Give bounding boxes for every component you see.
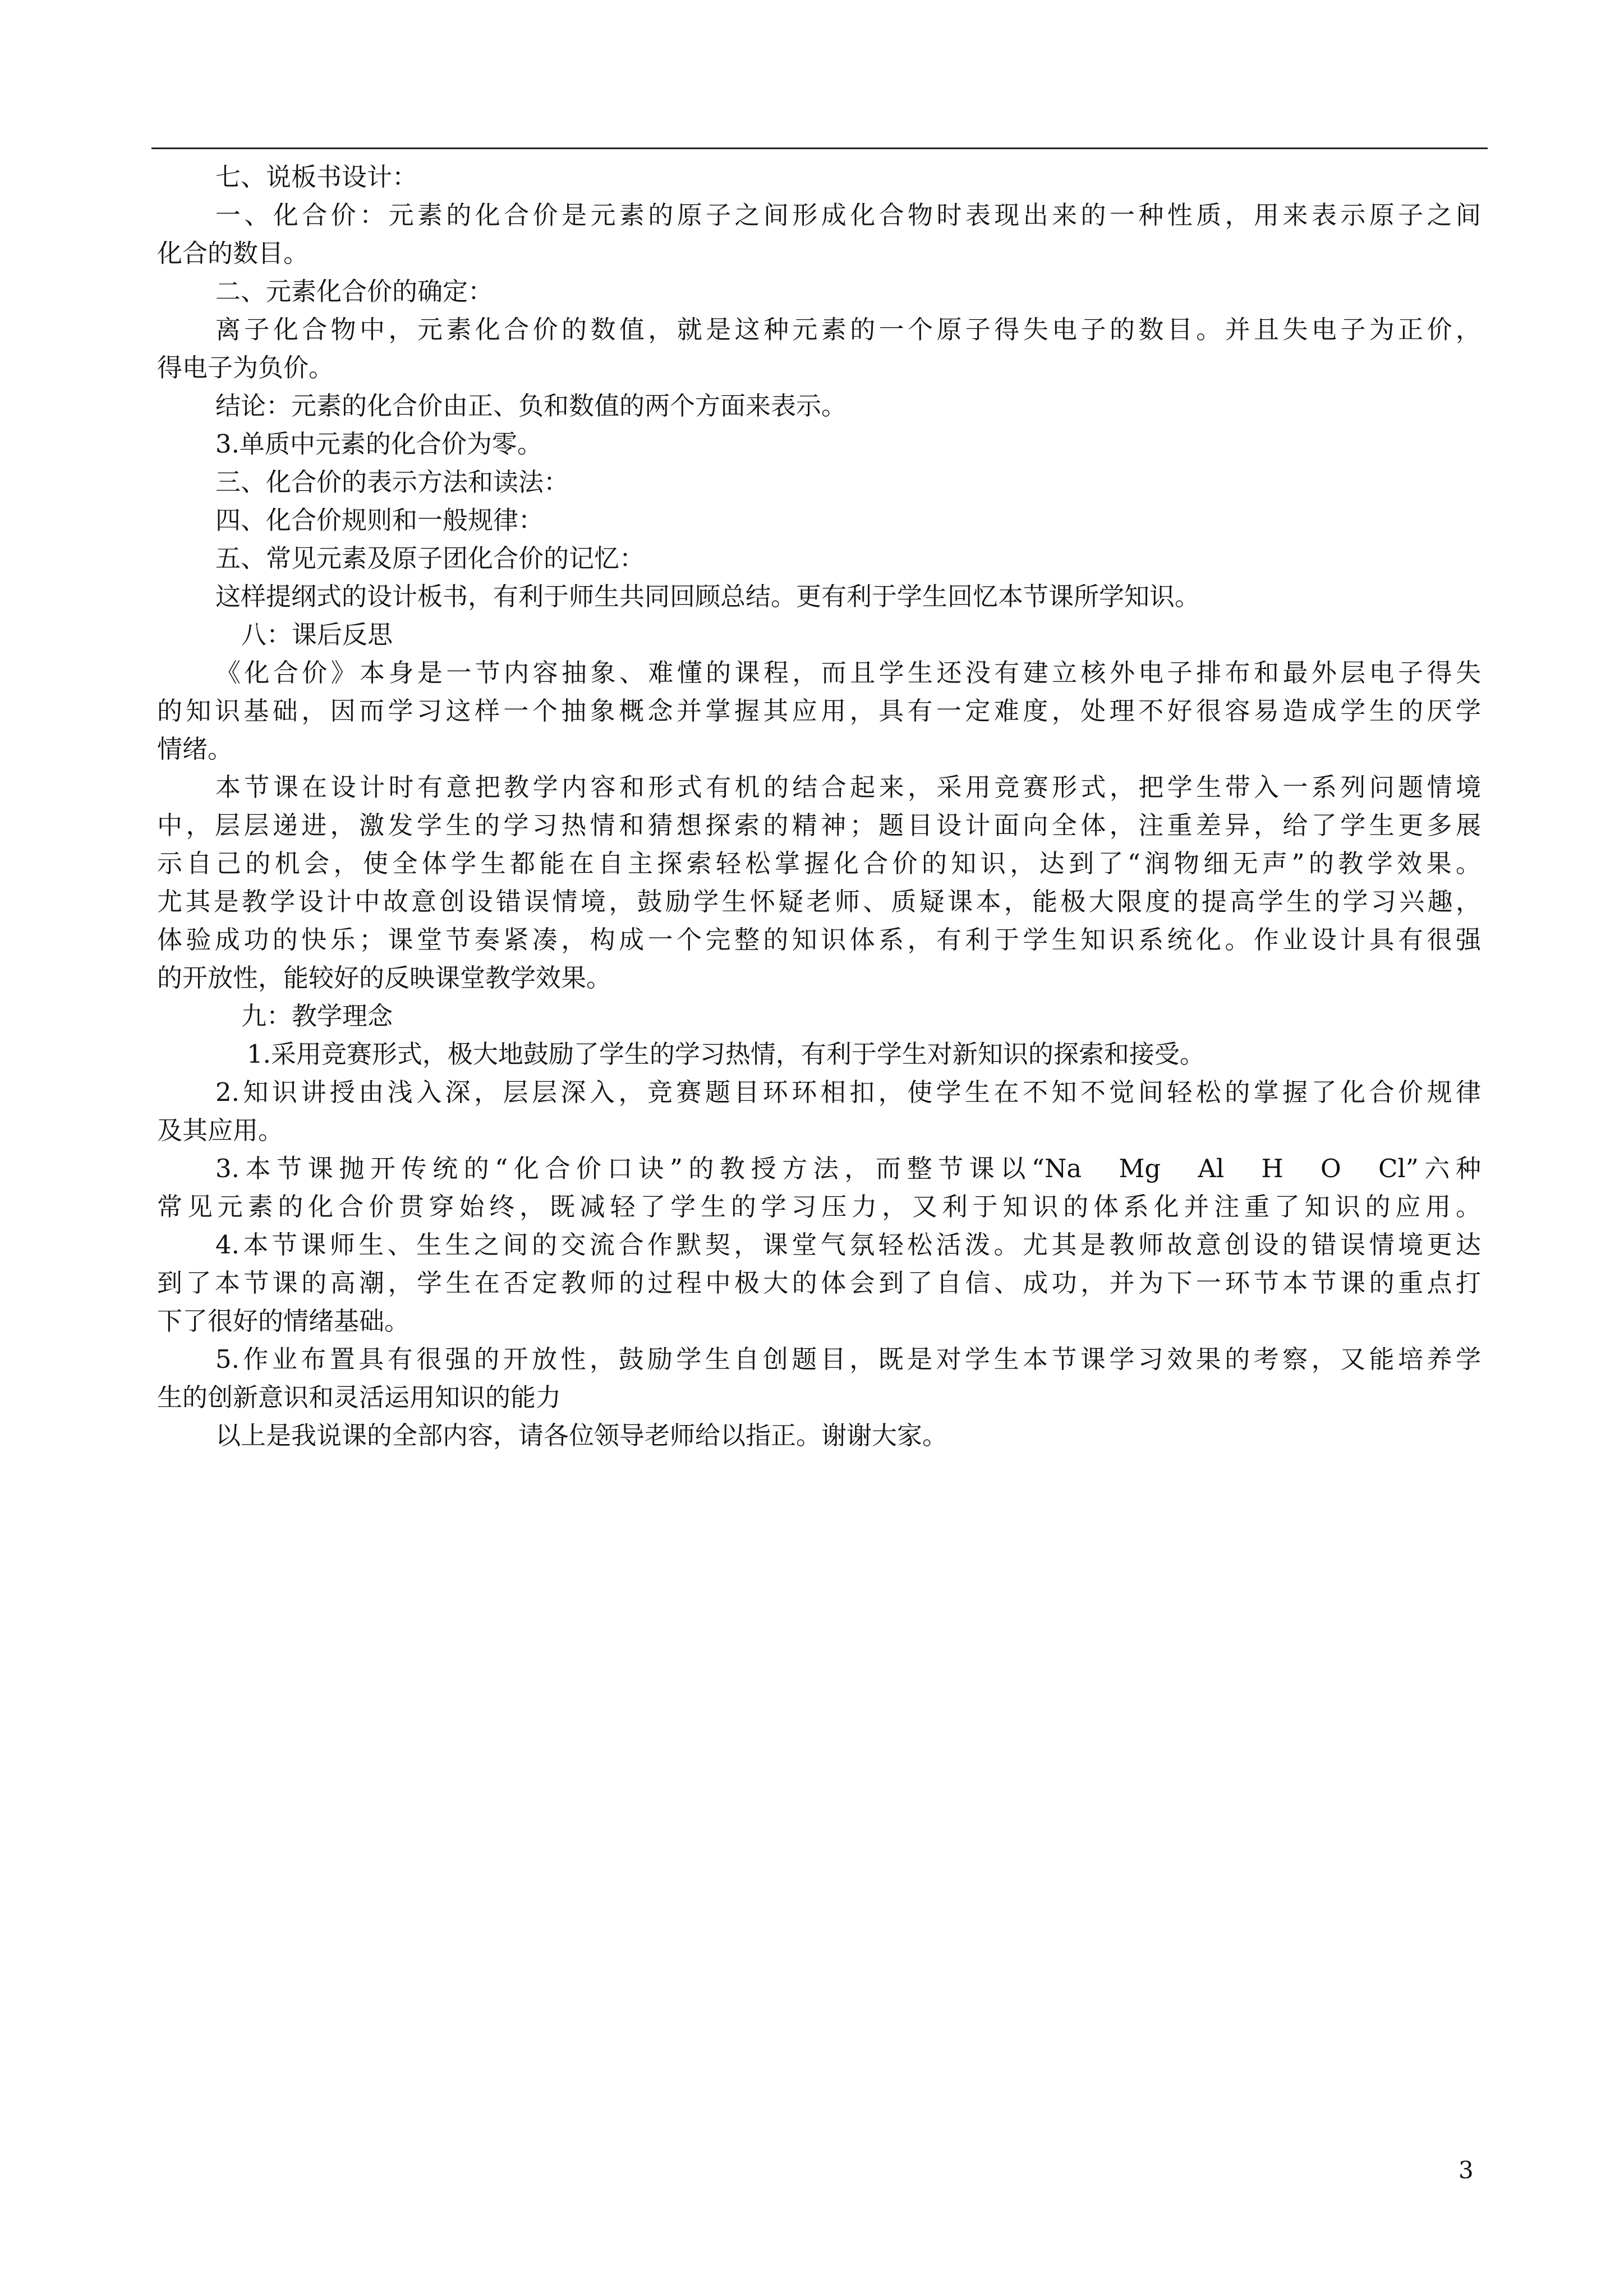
paragraph-line: 3.本节课抛开传统的“化合价口诀”的教授方法，而整节课以“Na Mg Al H O Cl”六种 [215,1154,1481,1183]
section-heading-board-design: 七、说板书设计： [215,162,418,192]
paragraph-line: 到了本节课的高潮，学生在否定教师的过程中极大的体会到了自信、成功，并为下一环节本节课的重点打 [157,1268,1481,1298]
paragraph-line: 体验成功的快乐；课堂节奏紧凑，构成一个完整的知识体系，有利于学生知识系统化。作业设计具有很强 [157,925,1481,955]
paragraph-line: 常见元素的化合价贯穿始终，既减轻了学生的学习压力，又利于知识的体系化并注重了知识的应用。 [157,1192,1481,1221]
header-rule [151,147,1488,149]
paragraph-line: 本节课在设计时有意把教学内容和形式有机的结合起来，采用竞赛形式，把学生带入一系列问题情境 [215,772,1481,802]
paragraph-line: 情绪。 [157,734,233,764]
paragraph-line: 《化合价》本身是一节内容抽象、难懂的课程，而且学生还没有建立核外电子排布和最外层电子得失 [215,658,1481,688]
paragraph-line: 2.知识讲授由浅入深，层层深入，竞赛题目环环相扣，使学生在不知不觉间轻松的掌握了化合价规律 [215,1077,1481,1107]
paragraph-line: 5.作业布置具有很强的开放性，鼓励学生自创题目，既是对学生本节课学习效果的考察，又能培养学 [215,1344,1481,1374]
paragraph-line: 及其应用。 [157,1115,284,1145]
paragraph-line: 尤其是教学设计中故意创设错误情境，鼓励学生怀疑老师、质疑课本，能极大限度的提高学生的学习兴趣， [157,887,1481,916]
paragraph-line: 三、化合价的表示方法和读法： [215,467,569,497]
paragraph-line: 1.采用竞赛形式，极大地鼓励了学生的学习热情，有利于学生对新知识的探索和接受。 [247,1039,1205,1069]
section-heading-reflection: 八：课后反思 [241,620,393,649]
paragraph-line: 结论：元素的化合价由正、负和数值的两个方面来表示。 [215,391,847,421]
paragraph-line: 四、化合价规则和一般规律： [215,505,544,535]
paragraph-line: 五、常见元素及原子团化合价的记忆： [215,543,645,573]
paragraph-line: 中，层层递进，激发学生的学习热情和猜想探索的精神；题目设计面向全体，注重差异，给了学生更多展 [157,810,1481,840]
paragraph-line: 生的创新意识和灵活运用知识的能力 [157,1382,562,1412]
section-heading-teaching-philosophy: 九：教学理念 [241,1001,393,1031]
paragraph-line: 离子化合物中，元素化合价的数值，就是这种元素的一个原子得失电子的数目。并且失电子为正价， [215,315,1481,344]
paragraph-line: 3.单质中元素的化合价为零。 [215,429,542,459]
paragraph-line: 的知识基础，因而学习这样一个抽象概念并掌握其应用，具有一定难度，处理不好很容易造成学生的厌学 [157,696,1481,726]
paragraph-line: 得电子为负价。 [157,353,334,382]
paragraph-line: 的开放性，能较好的反映课堂教学效果。 [157,963,612,993]
paragraph-line: 4.本节课师生、生生之间的交流合作默契，课堂气氛轻松活泼。尤其是教师故意创设的错误情境更达 [215,1230,1481,1260]
document-body [157,158,1481,1455]
paragraph-line: 化合的数目。 [157,238,309,268]
paragraph-line: 示自己的机会，使全体学生都能在自主探索轻松掌握化合价的知识，达到了“润物细无声”的教学效果。 [157,849,1481,878]
paragraph-line: 一、化合价：元素的化合价是元素的原子之间形成化合物时表现出来的一种性质，用来表示原子之间 [215,200,1481,230]
closing-line: 以上是我说课的全部内容，请各位领导老师给以指正。谢谢大家。 [215,1421,948,1450]
paragraph-line: 下了很好的情绪基础。 [157,1306,410,1336]
page-number: 3 [1459,2156,1474,2184]
paragraph-line: 这样提纲式的设计板书，有利于师生共同回顾总结。更有利于学生回忆本节课所学知识。 [215,582,1200,611]
paragraph-line: 二、元素化合价的确定： [215,276,494,306]
